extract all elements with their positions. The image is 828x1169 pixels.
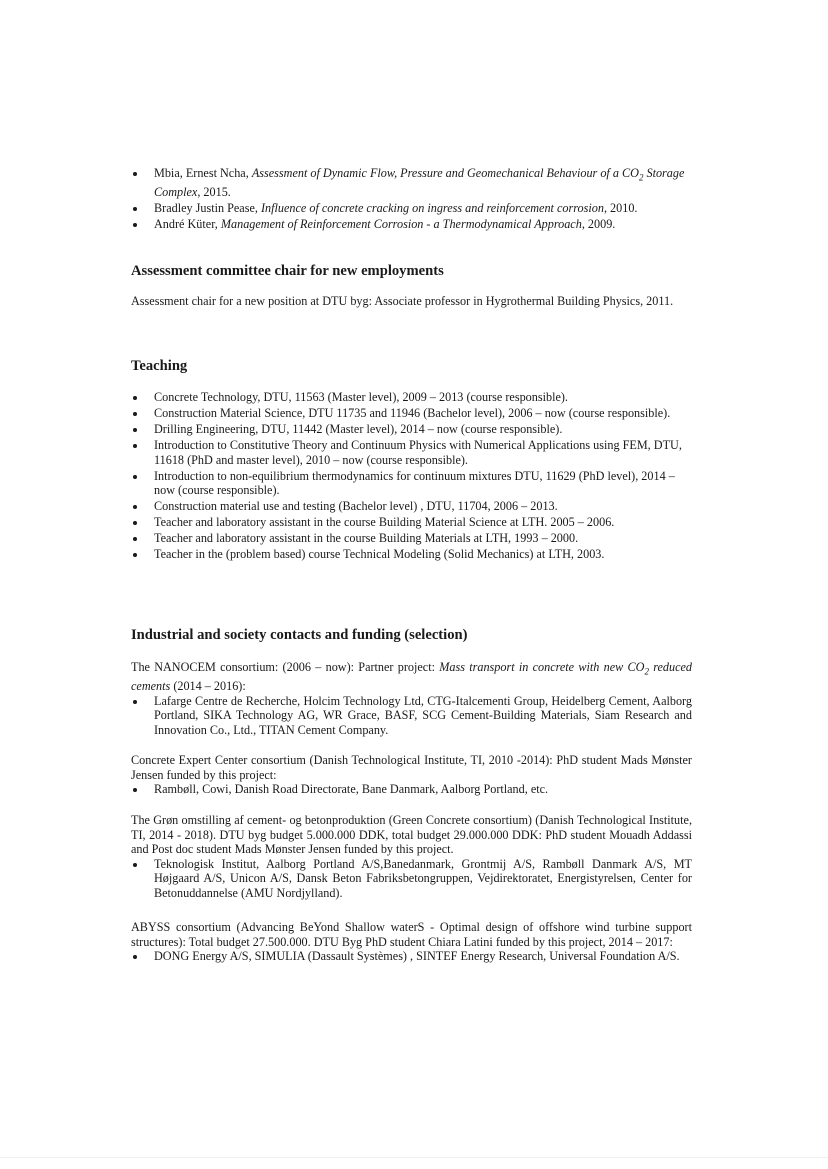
nanocem-block <box>131 660 692 739</box>
list-item: André Küter, Management of Reinforcement Corrosion - a Thermodynamical Approach, 2009. <box>131 217 692 232</box>
teaching-section <box>131 390 692 563</box>
list-item: Mbia, Ernest Ncha, Assessment of Dynamic Flow, Pressure and Geomechanical Behaviour of a $CO_2$ Storage Complex, 2015. <box>131 166 692 200</box>
scan-edge-divider <box>0 1157 828 1158</box>
list-item: Concrete Technology, DTU, 11563 (Master level), 2009 – 2013 (course responsible). <box>131 390 692 405</box>
list-item: Teacher in the (problem based) course Technical Modeling (Solid Mechanics) at LTH, 2003. <box>131 547 692 562</box>
teaching-heading: Teaching <box>131 358 188 374</box>
nanocem-partners <box>131 694 692 738</box>
bullet-icon <box>133 788 137 792</box>
list-item: Rambøll, Cowi, Danish Road Directorate, Bane Danmark, Aalborg Portland, etc. <box>131 782 692 797</box>
nanocem-text: The NANOCEM consortium: (2006 – now): Partner project: Mass transport in concrete with new $CO_2$ reduced cements (2014 – 2016): <box>131 660 692 694</box>
assessment-heading: Assessment committee chair for new employments <box>131 263 444 279</box>
theses-section <box>131 166 692 233</box>
abyss-partners <box>131 949 692 964</box>
bullet-icon <box>133 505 137 509</box>
concrete-expert-text: Concrete Expert Center consortium (Danish Technological Institute, TI, 2010 -2014): PhD student Mads Mønster Jensen funded by this project: <box>131 753 692 782</box>
concrete-expert-block <box>131 753 692 798</box>
bullet-icon <box>133 521 137 525</box>
list-item: DONG Energy A/S, SIMULIA (Dassault Systèmes) , SINTEF Energy Research, Universal Foundation A/S. <box>131 949 692 964</box>
green-concrete-block <box>131 813 692 902</box>
bullet-icon <box>133 428 137 432</box>
theses-list <box>131 166 692 232</box>
bullet-icon <box>133 537 137 541</box>
bullet-icon <box>133 207 137 211</box>
bullet-icon <box>133 444 137 448</box>
list-item: Teacher and laboratory assistant in the course Building Materials at LTH, 1993 – 2000. <box>131 531 692 546</box>
bullet-icon <box>133 553 137 557</box>
bullet-icon <box>133 396 137 400</box>
green-concrete-text: The Grøn omstilling af cement- og betonproduktion (Green Concrete consortium) (Danish Technological Institute, TI, 2014 - 2018). DTU byg budget 5.000.000 DDK, total budget 29.000.000 DDK: PhD student Mouadh Addassi and Post doc student Mads Mønster Jensen funded by this project. <box>131 813 692 857</box>
concrete-expert-partners <box>131 782 692 797</box>
teaching-list <box>131 390 692 562</box>
bullet-icon <box>133 172 137 176</box>
bullet-icon <box>133 475 137 479</box>
list-item: Bradley Justin Pease, Influence of concrete cracking on ingress and reinforcement corrosion, 2010. <box>131 201 692 216</box>
bullet-icon <box>133 700 137 704</box>
list-item: Teknologisk Institut, Aalborg Portland A/S,Banedanmark, Grontmij A/S, Rambøll Danmark A/S, MT Højgaard A/S, Unicon A/S, Dansk Beton Fabriksbetongruppen, Vejdirektoratet, Energistyrelsen, Center for Betonuddannelse (AMU Nordjylland). <box>131 857 692 901</box>
abyss-block <box>131 920 692 965</box>
green-concrete-partners <box>131 857 692 901</box>
bullet-icon <box>133 412 137 416</box>
list-item: Drilling Engineering, DTU, 11442 (Master level), 2014 – now (course responsible). <box>131 422 692 437</box>
list-item: Lafarge Centre de Recherche, Holcim Technology Ltd, CTG-Italcementi Group, Heidelberg Cement, Aalborg Portland, SIKA Technology AG, WR Grace, BASF, SCG Cement-Building Materials, Siam Research and Innovation Co., Ltd., TITAN Cement Company. <box>131 694 692 738</box>
bullet-icon <box>133 955 137 959</box>
assessment-text: Assessment chair for a new position at DTU byg: Associate professor in Hygrothermal Building Physics, 2011. <box>131 294 674 308</box>
list-item: Construction material use and testing (Bachelor level) , DTU, 11704, 2006 – 2013. <box>131 499 692 514</box>
abyss-text: ABYSS consortium (Advancing BeYond Shallow waterS - Optimal design of offshore wind turbine support structures): Total budget 27.500.000. DTU Byg PhD student Chiara Latini funded by this project, 2014 – 2017: <box>131 920 692 949</box>
bullet-icon <box>133 223 137 227</box>
industry-heading: Industrial and society contacts and funding (selection) <box>131 627 468 643</box>
list-item: Introduction to Constitutive Theory and Continuum Physics with Numerical Applications using FEM, DTU, 11618 (PhD and master level), 2010 – now (course responsible). <box>131 438 692 467</box>
list-item: Construction Material Science, DTU 11735 and 11946 (Bachelor level), 2006 – now (course responsible). <box>131 406 692 421</box>
bullet-icon <box>133 863 137 867</box>
list-item: Introduction to non-equilibrium thermodynamics for continuum mixtures DTU, 11629 (PhD level), 2014 – now (course responsible). <box>131 469 692 498</box>
list-item: Teacher and laboratory assistant in the course Building Material Science at LTH. 2005 – 2006. <box>131 515 692 530</box>
